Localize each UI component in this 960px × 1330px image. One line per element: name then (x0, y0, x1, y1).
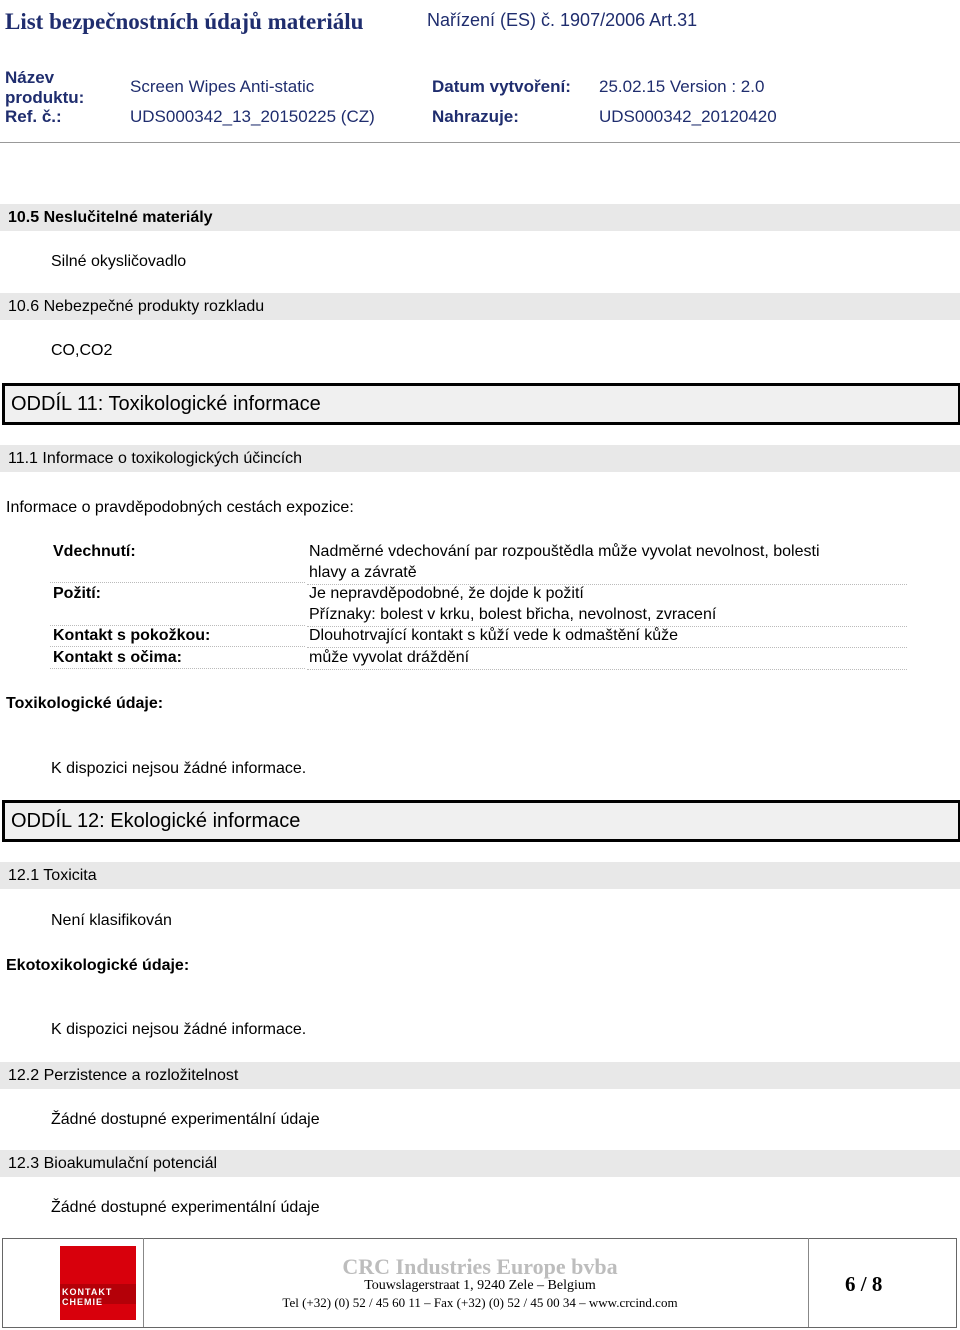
toxicological-data-text: K dispozici nejsou žádné informace. (51, 760, 307, 777)
section-12-title: ODDÍL 12: Ekologické informace (11, 810, 301, 832)
section-11-1-heading: 11.1 Informace o toxikologických účincích (8, 450, 303, 467)
eye-contact-label: Kontakt s očima: (53, 649, 182, 666)
section-12-2-heading: 12.2 Perzistence a rozložitelnost (8, 1067, 239, 1084)
company-name: CRC Industries Europe bvba (342, 1254, 618, 1279)
page-number: 6 / 8 (845, 1272, 883, 1296)
created-date-label: Datum vytvoření: (432, 77, 571, 96)
section-12-1-band (0, 862, 960, 889)
bioaccumulation-text: Žádné dostupné experimentální údaje (51, 1199, 320, 1216)
decomposition-products-text: CO,CO2 (51, 342, 113, 359)
product-name-label-line2: produktu: (5, 88, 85, 107)
toxicity-text: Není klasifikován (51, 912, 172, 929)
route-divider (50, 582, 305, 583)
company-contact: Tel (+32) (0) 52 / 45 60 11 – Fax (+32) (0) 52 / 45 00 34 – www.crcind.com (282, 1295, 678, 1310)
ecotoxicological-data-label: Ekotoxikologické údaje: (6, 957, 190, 974)
logo-text-line1: KONTAKT (62, 1287, 113, 1297)
reference-value: UDS000342_13_20150225 (CZ) (130, 107, 375, 126)
section-12-1-heading: 12.1 Toxicita (8, 867, 97, 884)
inhalation-value-line1: Nadměrné vdechování par rozpouštědla může vyvolat nevolnost, bolesti (309, 543, 820, 560)
reference-label: Ref. č.: (5, 107, 62, 126)
ecotoxicological-data-text: K dispozici nejsou žádné informace. (51, 1021, 307, 1038)
inhalation-label: Vdechnutí: (53, 543, 136, 560)
section-11-box (2, 383, 960, 425)
created-date-value: 25.02.15 Version : 2.0 (599, 77, 765, 96)
ingestion-value-line2: Příznaky: bolest v krku, bolest břicha, nevolnost, zvracení (309, 606, 717, 623)
ingestion-value-line1: Je nepravděpodobné, že dojde k požití (309, 585, 584, 602)
inhalation-value-line2: hlavy a závratě (309, 564, 417, 581)
incompatible-materials-text: Silné okysličovadlo (51, 253, 187, 270)
section-11-title: ODDÍL 11: Toxikologické informace (11, 393, 321, 415)
regulation-reference: Nařízení (ES) č. 1907/2006 Art.31 (427, 10, 698, 30)
section-12-box (2, 800, 960, 842)
replaces-value: UDS000342_20120420 (599, 107, 777, 126)
header-divider (0, 142, 960, 143)
product-name-value: Screen Wipes Anti-static (130, 77, 315, 96)
document-title: List bezpečnostních údajů materiálu (5, 9, 364, 34)
section-12-3-band (0, 1150, 960, 1177)
ingestion-label: Požití: (53, 585, 101, 602)
route-divider (307, 647, 907, 648)
route-divider (50, 625, 305, 626)
product-name-label (5, 68, 84, 108)
section-12-2-band (0, 1062, 960, 1089)
section-11-1-band (0, 445, 960, 472)
section-10-5-heading: 10.5 Neslučitelné materiály (8, 209, 213, 226)
skin-contact-value: Dlouhotrvající kontakt s kůží vede k odmaštění kůže (309, 627, 679, 644)
company-address: Touwslagerstraat 1, 9240 Zele – Belgium (364, 1278, 596, 1293)
eye-contact-value: může vyvolat dráždění (309, 649, 470, 666)
route-divider (307, 669, 907, 670)
section-10-6-band (0, 293, 960, 320)
route-divider (50, 646, 305, 647)
toxicological-data-label: Toxikologické údaje: (6, 695, 164, 712)
skin-contact-label: Kontakt s pokožkou: (53, 627, 211, 644)
persistence-text: Žádné dostupné experimentální údaje (51, 1111, 320, 1128)
section-12-3-heading: 12.3 Bioakumulační potenciál (8, 1155, 218, 1172)
route-divider (50, 668, 305, 669)
product-name-label-line1: Název (5, 68, 55, 87)
section-10-5-band (0, 204, 960, 231)
section-10-6-heading: 10.6 Nebezpečné produkty rozkladu (8, 298, 265, 315)
logo-text-line2: CHEMIE (62, 1297, 104, 1307)
exposure-routes-intro: Informace o pravděpodobných cestách expozice: (6, 499, 354, 516)
replaces-label: Nahrazuje: (432, 107, 519, 126)
